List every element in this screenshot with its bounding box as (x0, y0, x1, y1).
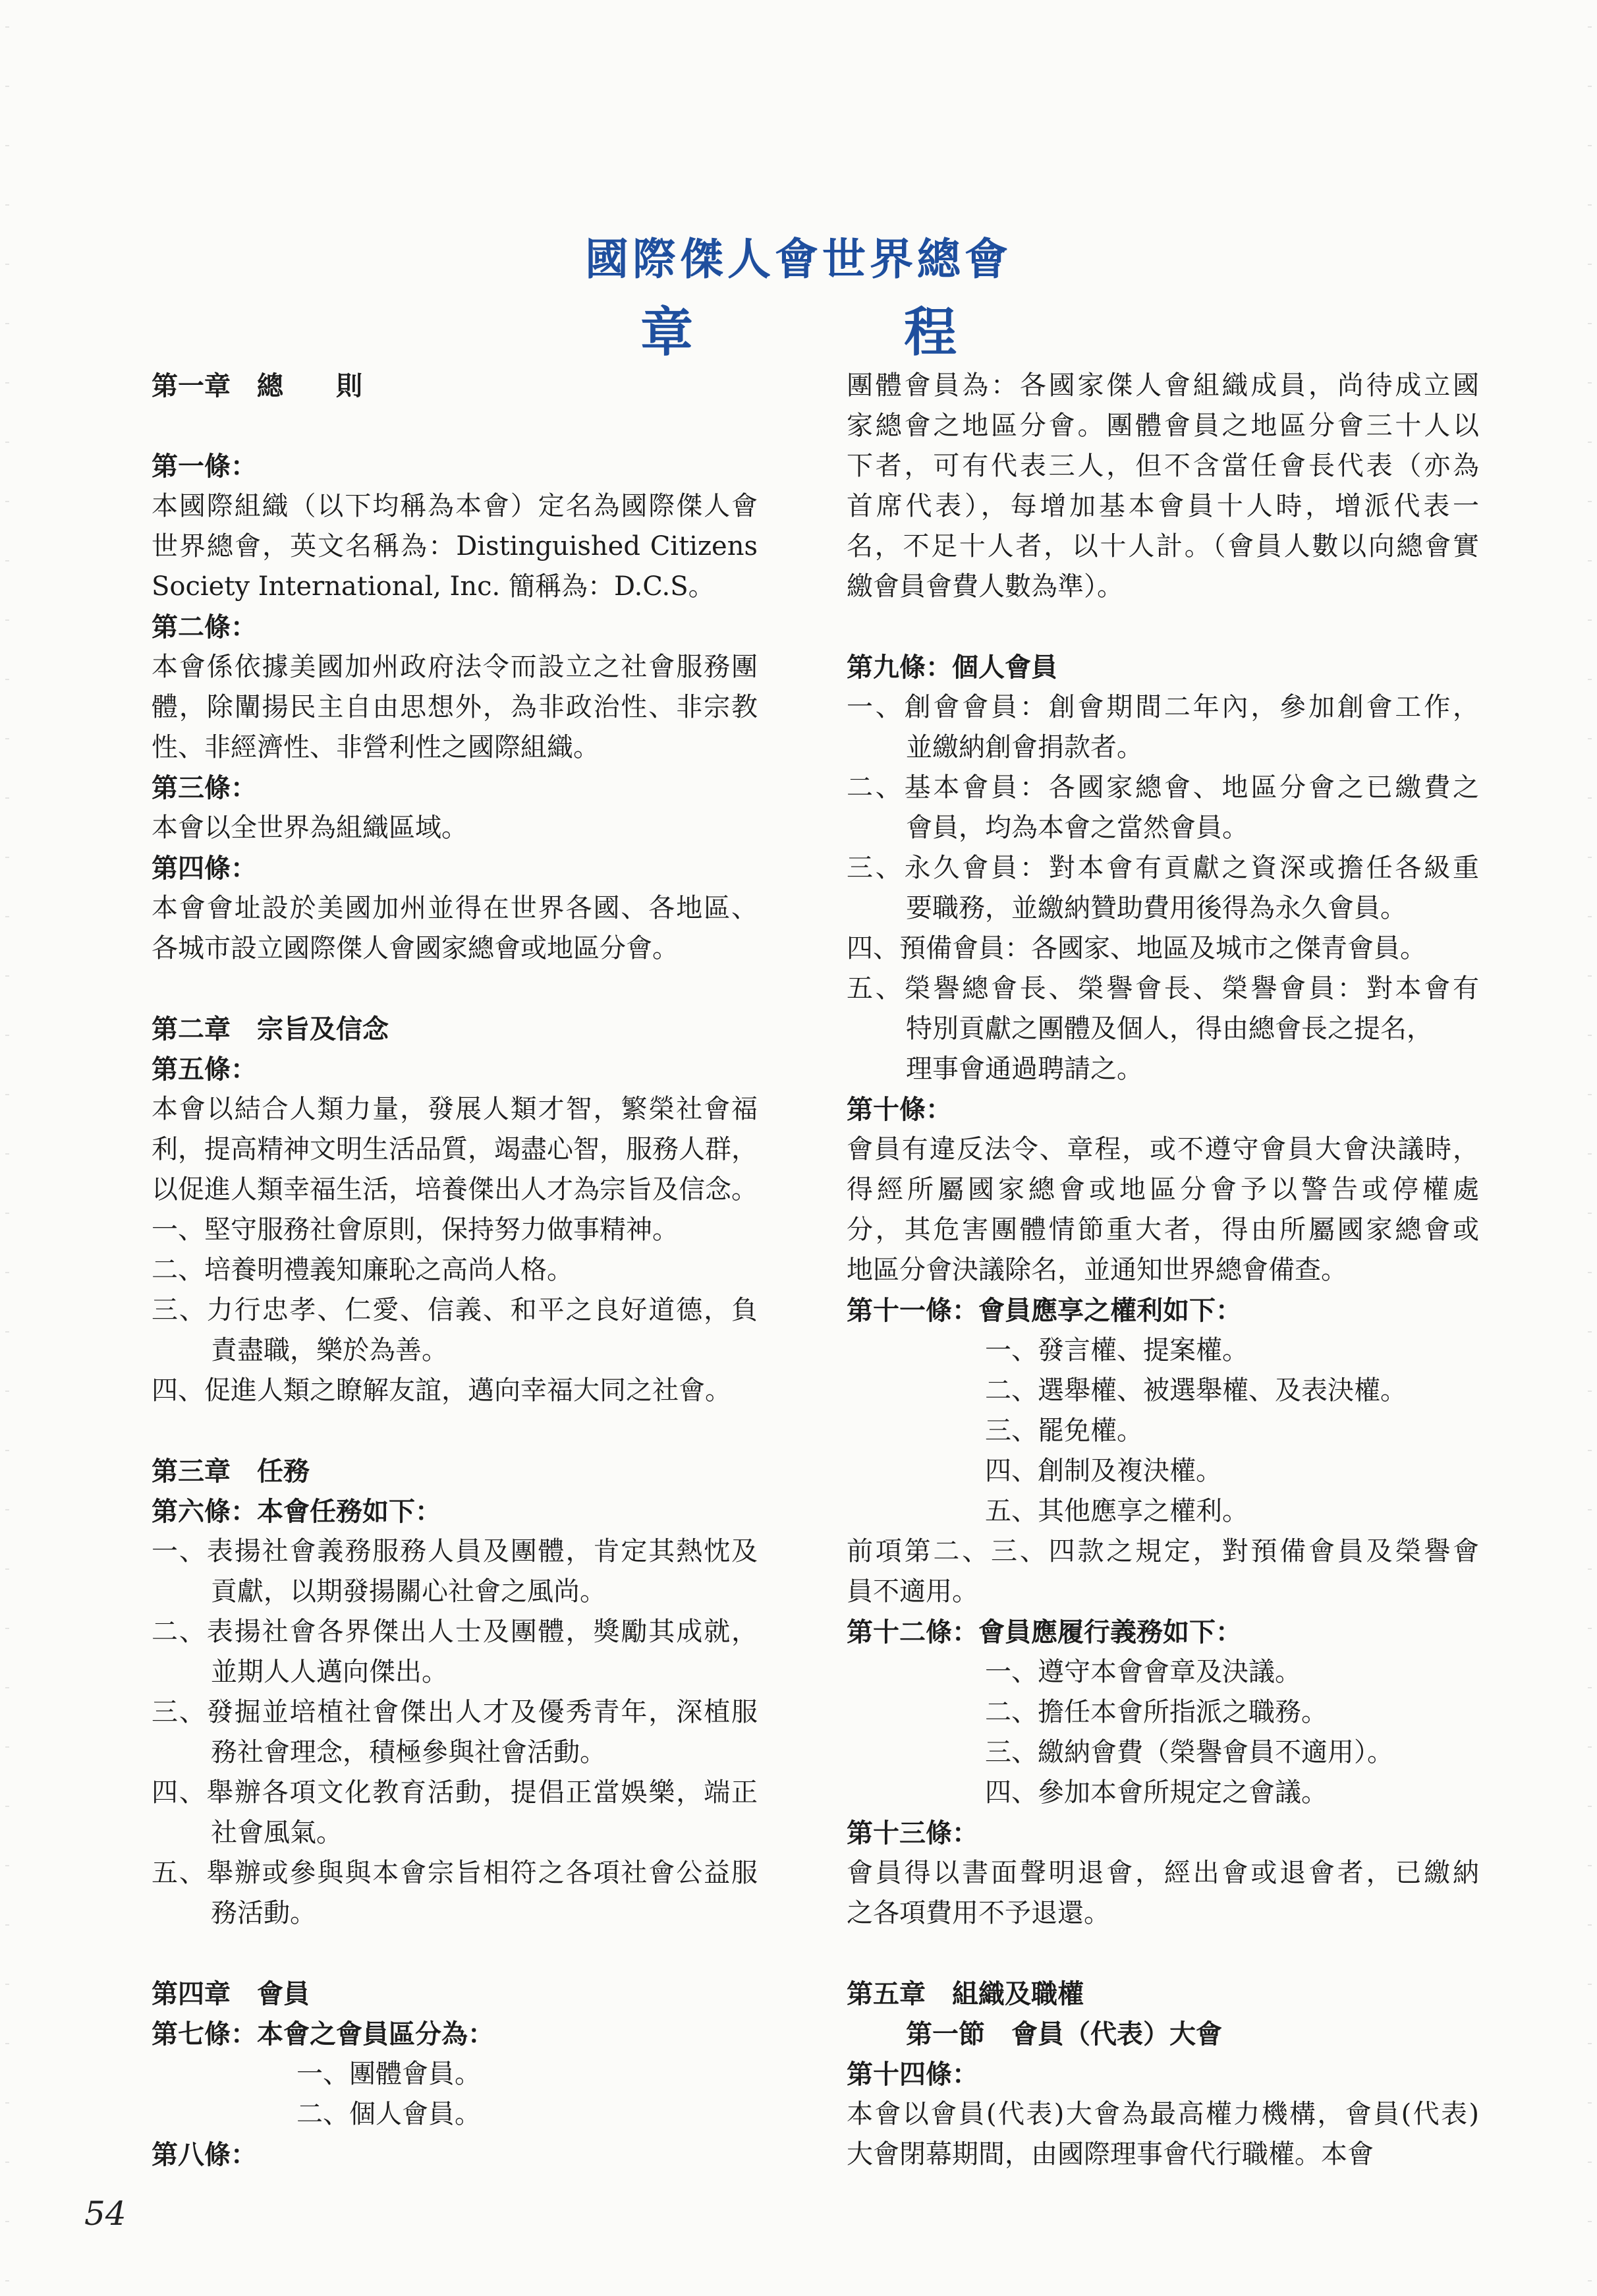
text-line: 下者，可有代表三人，但不含當任會長代表（亦為 (847, 451, 1479, 481)
text-line: Society International, Inc. 簡稱為：D.C.S。 (152, 571, 715, 602)
text-line: 三、力行忠孝、仁愛、信義、和平之良好道德，負 (152, 1295, 758, 1325)
text-line: 前項第二、三、四款之規定，對預備會員及榮譽會 (847, 1536, 1479, 1566)
article-heading: 第二章 宗旨及信念 (152, 1014, 389, 1045)
text-line: 利，提高精神文明生活品質，竭盡心智，服務人群， (152, 1134, 758, 1164)
text-line: 五、舉辦或參與與本會宗旨相符之各項社會公益服 (152, 1858, 758, 1888)
text-line: 首席代表），每增加基本會員十人時，增派代表一 (847, 491, 1479, 521)
text-line: 一、遵守本會會章及決議。 (985, 1657, 1301, 1687)
text-line: 二、選舉權、被選舉權、及表決權。 (985, 1375, 1407, 1406)
text-line: 理事會通過聘請之。 (906, 1054, 1143, 1084)
text-line: 體，除闡揚民主自由思想外，為非政治性、非宗教 (152, 692, 758, 722)
text-line: 二、基本會員：各國家總會、地區分會之已繳費之 (847, 772, 1479, 803)
spacer (152, 1934, 758, 1974)
article-heading: 第五章 組織及職權 (847, 1978, 1084, 2009)
text-line: 繳會員會費人數為準）。 (847, 571, 1123, 602)
text-line: 社會風氣。 (211, 1818, 343, 1848)
spacer (847, 607, 1479, 647)
article-heading: 第三章 任務 (152, 1456, 310, 1487)
page-number: 54 (84, 2195, 126, 2233)
text-line: 貢獻，以期發揚關心社會之風尚。 (211, 1576, 606, 1607)
text-line: 三、永久會員：對本會有貢獻之資深或擔任各級重 (847, 853, 1479, 883)
spacer (152, 406, 758, 446)
spacer (152, 1411, 758, 1451)
article-heading: 第一章 總 則 (152, 370, 362, 401)
text-line: 四、預備會員：各國家、地區及城市之傑青會員。 (847, 933, 1426, 963)
text-line: 一、創會會員：創會期間二年內，參加創會工作， (847, 692, 1479, 722)
text-line: 四、創制及複決權。 (985, 1456, 1222, 1486)
text-line: 團體會員為：各國家傑人會組織成員，尚待成立國 (847, 370, 1479, 401)
text-line: 本國際組織（以下均稱為本會）定名為國際傑人會 (152, 491, 758, 521)
article-heading: 第三條： (152, 772, 257, 803)
text-line: 三、罷免權。 (985, 1416, 1143, 1446)
article-heading: 第十條： (847, 1094, 952, 1125)
text-line: 地區分會決議除名，並通知世界總會備查。 (847, 1255, 1347, 1285)
text-line: 責盡職，樂於為善。 (211, 1335, 448, 1365)
text-line: 並期人人邁向傑出。 (211, 1657, 448, 1687)
article-heading: 第四章 會員 (152, 1978, 310, 2009)
article-heading: 第一節 會員（代表）大會 (906, 2019, 1222, 2050)
text-line: 務社會理念，積極參與社會活動。 (211, 1737, 606, 1767)
article-heading: 第八條： (152, 2139, 257, 2170)
text-line: 一、表揚社會義務服務人員及團體，肯定其熱忱及 (152, 1536, 758, 1566)
text-line: 以促進人類幸福生活，培養傑出人才為宗旨及信念。 (152, 1174, 758, 1205)
right-column (847, 366, 1479, 2175)
text-line: 分，其危害團體情節重大者，得由所屬國家總會或 (847, 1215, 1479, 1245)
text-line: 四、參加本會所規定之會議。 (985, 1777, 1328, 1808)
text-line: 名，不足十人者，以十人計。（會員人數以向總會實 (847, 531, 1479, 561)
article-heading: 第十二條：會員應履行義務如下： (847, 1617, 1242, 1648)
article-heading: 第五條： (152, 1054, 257, 1085)
text-line: 四、舉辦各項文化教育活動，提倡正當娛樂，端正 (152, 1777, 758, 1808)
text-line: 得經所屬國家總會或地區分會予以警告或停權處 (847, 1174, 1479, 1205)
text-line: 四、促進人類之瞭解友誼，邁向幸福大同之社會。 (152, 1375, 731, 1406)
article-heading: 第二條： (152, 612, 257, 643)
text-line: 二、個人會員。 (296, 2099, 481, 2129)
text-line: 並繳納創會捐款者。 (906, 732, 1143, 762)
text-line: 性、非經濟性、非營利性之國際組織。 (152, 732, 600, 762)
text-line: 本會以結合人類力量，發展人類才智，繁榮社會福 (152, 1094, 758, 1124)
spacer (847, 1934, 1479, 1974)
text-line: 世界總會，英文名稱為：Distinguished Citizens (152, 531, 758, 561)
text-line: 本會係依據美國加州政府法令而設立之社會服務團 (152, 652, 758, 682)
text-line: 二、培養明禮義知廉恥之高尚人格。 (152, 1255, 573, 1285)
text-line: 二、擔任本會所指派之職務。 (985, 1697, 1328, 1727)
text-line: 本會以全世界為組織區域。 (152, 813, 468, 843)
text-line: 會員有違反法令、章程，或不遵守會員大會決議時， (847, 1134, 1479, 1164)
text-line: 會員，均為本會之當然會員。 (906, 813, 1248, 843)
article-heading: 第十一條：會員應享之權利如下： (847, 1295, 1242, 1326)
text-line: 要職務，並繳納贊助費用後得為永久會員。 (906, 893, 1407, 923)
text-line: 本會以會員(代表)大會為最高權力機構，會員(代表) (847, 2099, 1479, 2129)
article-heading: 第十四條： (847, 2059, 978, 2090)
spacer (152, 969, 758, 1009)
article-heading: 第十三條： (847, 1818, 978, 1849)
text-line: 務活動。 (211, 1898, 316, 1928)
article-heading: 第一條： (152, 451, 257, 482)
text-line: 一、團體會員。 (296, 2059, 481, 2089)
text-line: 各城市設立國際傑人會國家總會或地區分會。 (152, 933, 679, 963)
left-column (152, 366, 758, 2175)
text-line: 三、繳納會費（榮譽會員不適用）。 (985, 1737, 1393, 1767)
text-line: 五、榮譽總會長、榮譽會長、榮譽會員：對本會有 (847, 973, 1479, 1004)
text-line: 一、堅守服務社會原則，保持努力做事精神。 (152, 1215, 679, 1245)
text-line: 大會閉幕期間，由國際理事會代行職權。本會 (847, 2139, 1374, 2169)
document-subtitle: 章 程 (640, 301, 1036, 363)
article-heading: 第九條：個人會員 (847, 652, 1057, 683)
text-line: 之各項費用不予退還。 (847, 1898, 1110, 1928)
article-heading: 第四條： (152, 853, 257, 884)
text-line: 員不適用。 (847, 1576, 978, 1607)
text-line: 會員得以書面聲明退會，經出會或退會者，已繳納 (847, 1858, 1479, 1888)
article-heading: 第六條：本會任務如下： (152, 1496, 441, 1527)
text-line: 二、表揚社會各界傑出人士及團體，獎勵其成就， (152, 1617, 758, 1647)
text-line: 五、其他應享之權利。 (985, 1496, 1248, 1526)
article-heading: 第七條：本會之會員區分為： (152, 2019, 494, 2050)
text-line: 特別貢獻之團體及個人，得由總會長之提名， (906, 1014, 1433, 1044)
document-title: 國際傑人會世界總會 (585, 233, 1012, 285)
text-line: 三、發掘並培植社會傑出人才及優秀青年，深植服 (152, 1697, 758, 1727)
text-line: 家總會之地區分會。團體會員之地區分會三十人以 (847, 411, 1479, 441)
text-line: 一、發言權、提案權。 (985, 1335, 1248, 1365)
text-line: 本會會址設於美國加州並得在世界各國、各地區、 (152, 893, 758, 923)
